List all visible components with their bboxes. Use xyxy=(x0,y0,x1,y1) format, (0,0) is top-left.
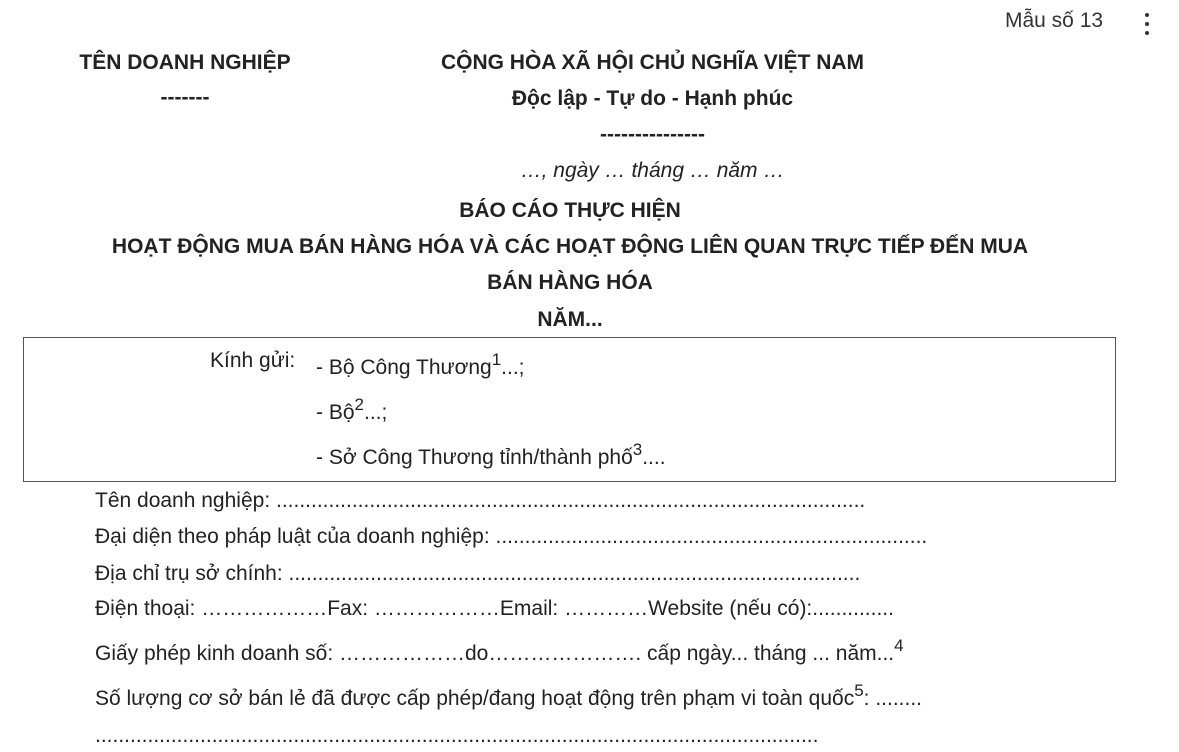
recipient-suffix: ...; xyxy=(501,356,525,379)
footnote-marker: 5 xyxy=(854,681,864,700)
recipient-text: - Bộ xyxy=(316,401,355,424)
outlets-field xyxy=(95,681,923,711)
outlets-text: Số lượng cơ sở bán lẻ đã được cấp phép/đang hoạt động trên phạm vi toàn quốc xyxy=(95,687,855,710)
report-title-year: NĂM... xyxy=(537,308,603,331)
nation-title: CỘNG HÒA XÃ HỘI CHỦ NGHĨA VIỆT NAM xyxy=(440,51,865,74)
motto: Độc lập - Tự do - Hạnh phúc xyxy=(511,87,794,110)
recipient-label: Kính gửi: xyxy=(210,349,296,372)
company-name-field: Tên doanh nghiệp: ..................................................................................................... xyxy=(95,489,866,512)
continuation-dots: ............................................................................................................................ xyxy=(95,724,819,747)
recipient-box xyxy=(23,337,1116,482)
footnote-marker: 4 xyxy=(894,636,904,655)
date-line: …, ngày … tháng … năm … xyxy=(520,159,785,182)
more-vertical-icon[interactable] xyxy=(1132,10,1162,38)
motto-divider: --------------- xyxy=(600,123,705,146)
recipient-suffix: ...; xyxy=(363,401,388,424)
legal-representative-field: Đại diện theo pháp luật của doanh nghiệp: .......................................................................... xyxy=(95,525,928,548)
form-number-label: Mẫu số 13 xyxy=(1005,9,1104,32)
report-title-line3: BÁN HÀNG HÓA xyxy=(487,271,653,294)
footnote-marker: 2 xyxy=(354,395,364,414)
license-field xyxy=(95,636,904,666)
recipient-item xyxy=(316,395,388,425)
footnote-marker: 3 xyxy=(632,440,643,459)
recipient-suffix: .... xyxy=(642,446,666,469)
recipient-text: - Bộ Công Thương xyxy=(316,356,492,379)
license-text: Giấy phép kinh doanh số: ………………do…………………. cấp ngày... tháng ... năm... xyxy=(95,642,895,665)
report-title-line2: HOẠT ĐỘNG MUA BÁN HÀNG HÓA VÀ CÁC HOẠT ĐỘNG LIÊN QUAN TRỰC TIẾP ĐẾN MUA xyxy=(111,235,1029,258)
recipient-text: - Sở Công Thương tỉnh/thành phố xyxy=(316,446,633,469)
company-name-header: TÊN DOANH NGHIỆP xyxy=(79,51,291,74)
contact-field: Điện thoại: ………………Fax: ………………Email: …………Website (nếu có):.............. xyxy=(95,597,894,620)
footnote-marker: 1 xyxy=(491,350,502,369)
report-title-line1: BÁO CÁO THỰC HIỆN xyxy=(459,199,681,222)
recipient-item xyxy=(316,350,525,380)
company-divider: ------- xyxy=(160,86,210,109)
outlets-suffix: : ........ xyxy=(863,687,923,710)
recipient-item xyxy=(316,440,666,470)
address-field: Địa chỉ trụ sở chính: .................................................................................................. xyxy=(95,562,861,585)
